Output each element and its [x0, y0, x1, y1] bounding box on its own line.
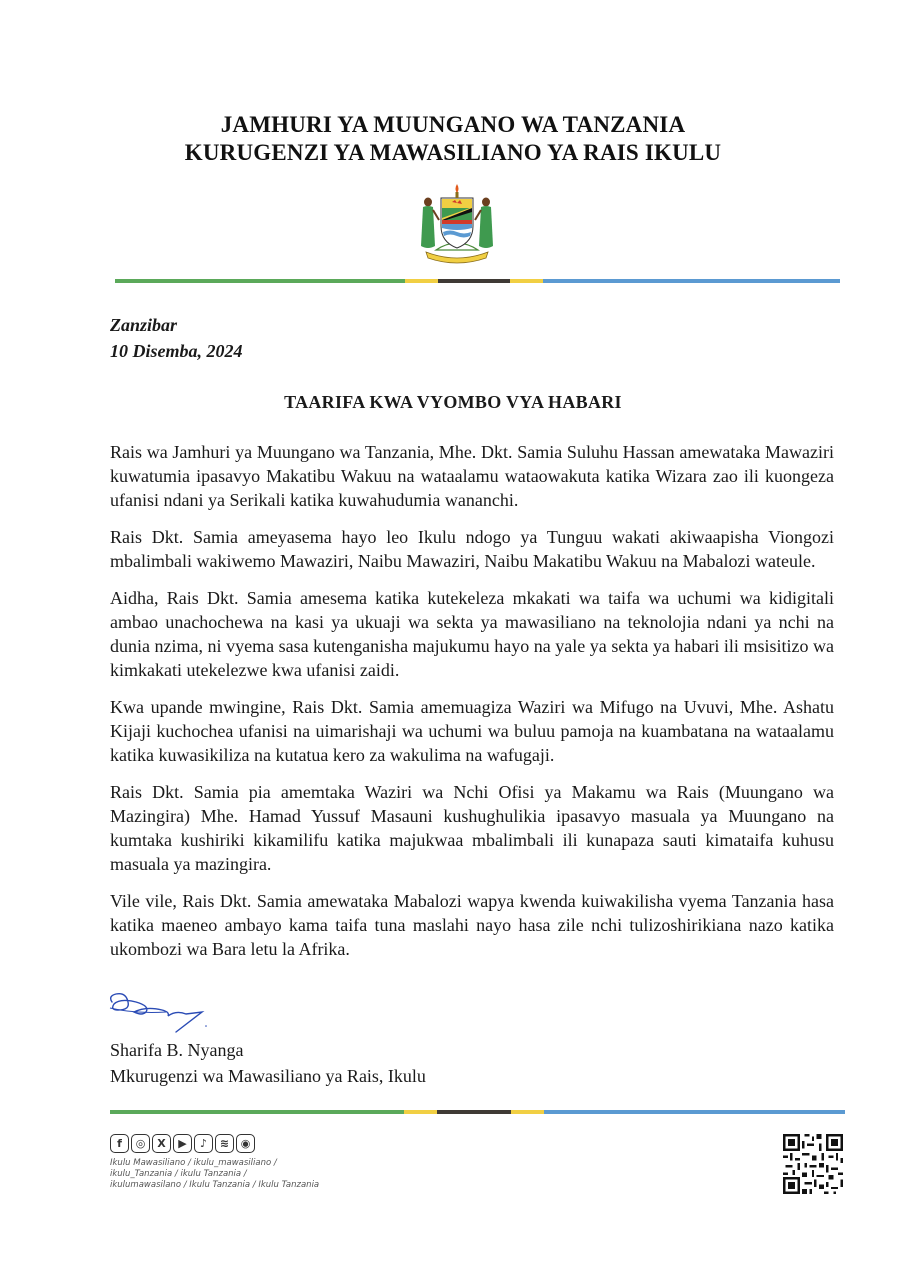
qr-code-icon[interactable]: [783, 1134, 843, 1194]
date-line: 10 Disemba, 2024: [110, 341, 243, 361]
signer-title: Mkurugenzi wa Mawasiliano ya Rais, Ikulu: [110, 1066, 426, 1086]
signature-image: [106, 988, 216, 1038]
place-line: Zanzibar: [110, 315, 178, 335]
tiktok-icon[interactable]: ♪: [194, 1134, 213, 1153]
body-paragraph: Aidha, Rais Dkt. Samia amesema katika kutekeleza mkakati wa taifa wa uchumi wa kidigitali ambao unachochewa na kasi ya ukuaji wa sekta ya mawasiliano na teknolojia ndani ya nchi na dunia nzima, ni vyema sasa kutenganisha majukumu hayo na yale ya sekta ya habari ili msisitizo wa kimkakati utekelezwe kwa ufanisi zaidi.: [110, 588, 834, 680]
signer-name: Sharifa B. Nyanga: [110, 1040, 244, 1060]
instagram-icon[interactable]: ◎: [131, 1134, 150, 1153]
header-color-stripe: [115, 279, 840, 283]
social-handles-line: Ikulu Mawasiliano / ikulu_mawasiliano /: [110, 1158, 277, 1168]
podcast-icon[interactable]: ◉: [236, 1134, 255, 1153]
social-handles-line: ikulumawasilano / Ikulu Tanzania / Ikulu Tanzania: [110, 1180, 320, 1190]
body-paragraph: Rais Dkt. Samia pia amemtaka Waziri wa Nchi Ofisi ya Makamu wa Rais (Muungano wa Mazingira) Mhe. Hamad Yussuf Masauni kushughulikia ipasavyo masuala ya Muungano na kumtaka kushiriki kikamilifu katika majukwaa mbalimbali ili kunapaza sauti kimataifa kuhusu masuala ya mazingira.: [110, 782, 834, 874]
spotify-icon[interactable]: ≋: [215, 1134, 234, 1153]
social-handles-line: ikulu_Tanzania / ikulu Tanzania /: [110, 1169, 247, 1179]
coat-of-arms-icon: [414, 180, 500, 266]
header-title-line1: JAMHURI YA MUUNGANO WA TANZANIA: [220, 112, 686, 137]
document-title: TAARIFA KWA VYOMBO VYA HABARI: [284, 392, 622, 412]
social-handles: [110, 1158, 340, 1191]
social-icons: [110, 1134, 255, 1153]
x-icon[interactable]: X: [152, 1134, 171, 1153]
body-paragraph: Rais Dkt. Samia ameyasema hayo leo Ikulu ndogo ya Tunguu wakati akiwaapisha Viongozi mbalimbali wakiwemo Mawaziri, Naibu Mawaziri, Naibu Makatibu Wakuu na Mabalozi wateule.: [110, 527, 834, 571]
header-title-line2: KURUGENZI YA MAWASILIANO YA RAIS IKULU: [184, 140, 722, 165]
body-paragraph: Rais wa Jamhuri ya Muungano wa Tanzania, Mhe. Dkt. Samia Suluhu Hassan amewataka Mawaziri kuwatumia ipasavyo Makatibu Wakuu na wataalamu wataowakuta katika Wizara zao ili kuongeza ufanisi ndani ya Serikali katika kuwahudumia wananchi.: [110, 442, 834, 510]
body-paragraph: Vile vile, Rais Dkt. Samia amewataka Mabalozi wapya kwenda kuiwakilisha vyema Tanzania hasa katika maeneo ambayo kama taifa tuna maslahi nayo hasa zile nchi tulizoshirikiana nazo katika ukombozi wa Bara letu la Afrika.: [110, 891, 834, 959]
youtube-icon[interactable]: ▶: [173, 1134, 192, 1153]
facebook-icon[interactable]: f: [110, 1134, 129, 1153]
document-body: [110, 440, 834, 974]
body-paragraph: Kwa upande mwingine, Rais Dkt. Samia amemuagiza Waziri wa Mifugo na Uvuvi, Mhe. Ashatu Kijaji kuchochea ufanisi na uimarishaji wa uchumi wa buluu pamoja na kuambatana na wataalamu katika kuwasikiliza na kutatua kero za wakulima na wafugaji.: [110, 697, 834, 765]
footer-color-stripe: [110, 1110, 845, 1114]
